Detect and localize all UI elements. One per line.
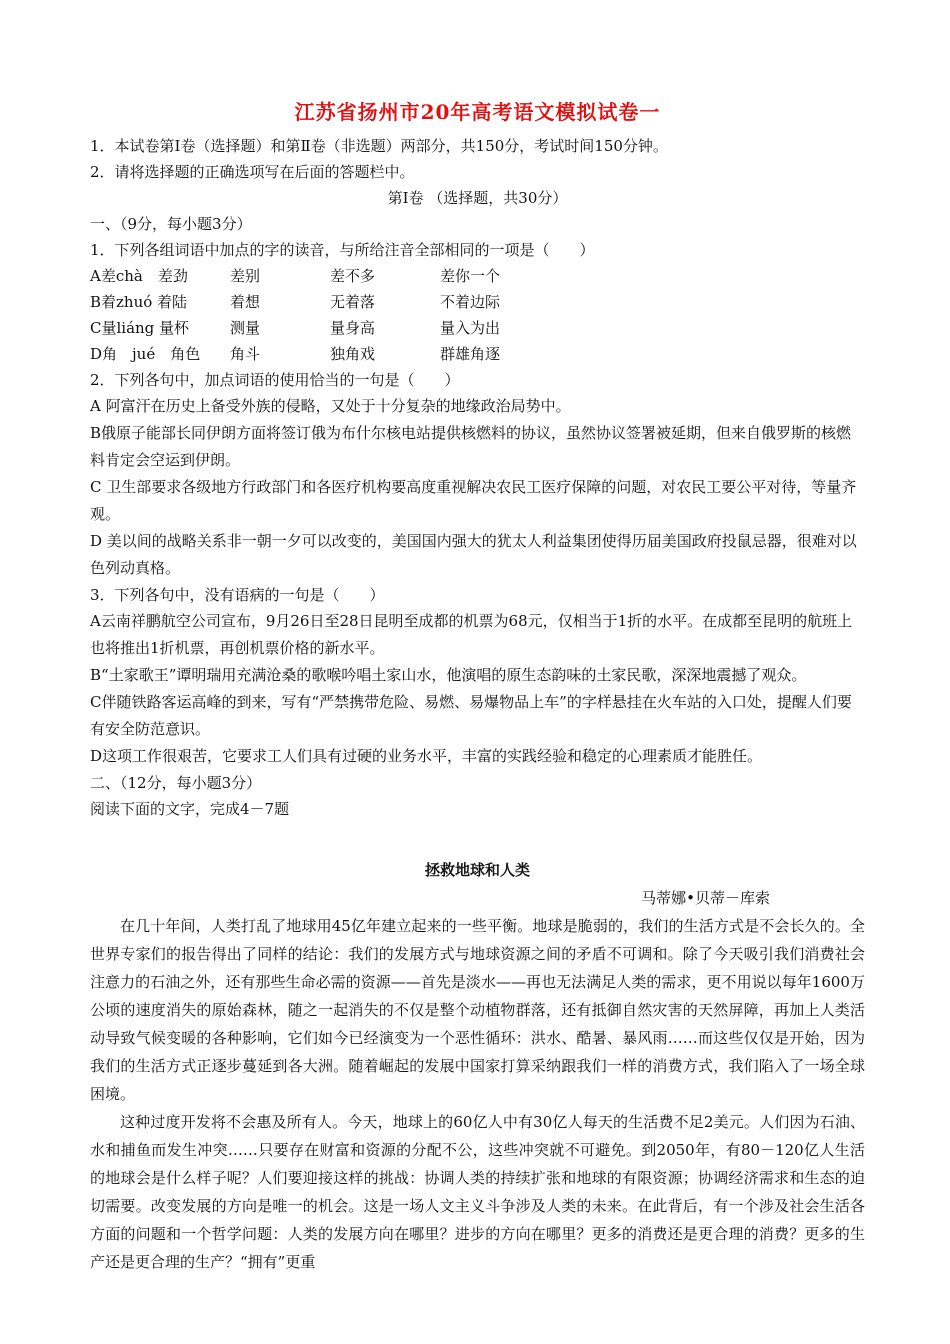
q3-option-a: A云南祥鹏航空公司宣布，9月26日至28日昆明至成都的机票为68元，仅相当于1折的水平。在成都至昆明的航班上也将推出1折机票，再创机票价格的新水平。	[90, 612, 853, 657]
article-paragraph-2: 这种过度开发将不会惠及所有人。今天，地球上的60亿人中有30亿人每天的生活费不足2美元。人们因为石油、水和捕鱼而发生冲突……只要存在财富和资源的分配不公，这些冲突就不可避免。到2050年，有80－120亿人生活的地球会是什么样子呢？人们要迎接这样的挑战：协调人类的持续扩张和地球的有限资源；协调经济需求和生态的迫切需要。改变发展的方向是唯一的机会。这是一场人文主义斗争涉及人类的未来。在此背后，有一个涉及社会生活各方面的问题和一个哲学问题：人类的发展方向在哪里？进步的方向在哪里？更多的消费还是更合理的消费？更多的生产还是更合理的生产？“拥有”更重	[90, 1113, 865, 1271]
q1-option-b: B着zhuó 着陆 着想 无着落 不着边际	[90, 293, 501, 311]
section2-heading: 二、（12分，每小题3分）	[90, 774, 262, 792]
q2-option-c: C 卫生部要求各级地方行政部门和各医疗机构要高度重视解决农民工医疗保障的问题，对农民工要公平对待，等量齐观。	[90, 478, 857, 523]
q3-option-d: D这项工作很艰苦，它要求工人们具有过硬的业务水平，丰富的实践经验和稳定的心理素质才能胜任。	[90, 747, 763, 765]
section2-instruction: 阅读下面的文字，完成4－7题	[90, 800, 290, 818]
q1-option-a: A差chà 差劲 差别 差不多 差你一个	[90, 267, 501, 285]
article-title: 拯救地球和人类	[424, 861, 530, 879]
q2-option-a: A 阿富汗在历史上备受外族的侵略，又处于十分复杂的地缘政治局势中。	[90, 397, 571, 415]
article-author: 马蒂娜•贝蒂－库索	[641, 889, 770, 907]
q2-stem: 2．下列各句中，加点词语的使用恰当的一句是（ ）	[90, 371, 460, 389]
part1-heading: 第Ⅰ卷 （选择题，共30分）	[387, 189, 568, 207]
q3-option-b: B“土家歌王”谭明瑞用充满沧桑的歌喉吟唱土家山水，他演唱的原生态韵味的土家民歌，深深地震撼了观众。	[90, 666, 807, 684]
q1-option-c: C量liáng 量杯 测量 量身高 量入为出	[90, 319, 501, 337]
section1-heading: 一、（9分，每小题3分）	[90, 215, 252, 233]
spacer	[90, 822, 865, 856]
exam-page	[90, 96, 865, 1276]
note-2: 2．请将选择题的正确选项写在后面的答题栏中。	[90, 163, 415, 181]
q3-option-c: C伴随铁路客运高峰的到来，写有“严禁携带危险、易燃、易爆物品上车”的字样悬挂在火车站的入口处，提醒人们要有安全防范意识。	[90, 693, 852, 738]
page-title: 江苏省扬州市20年高考语文模拟试卷一	[294, 100, 661, 124]
q2-option-d: D 美以间的战略关系非一朝一夕可以改变的，美国国内强大的犹太人利益集团使得历届美国政府投鼠忌器，很难对以色列动真格。	[90, 532, 857, 577]
note-1: 1．本试卷第Ⅰ卷（选择题）和第Ⅱ卷（非选题）两部分，共150分，考试时间150分钟。	[90, 137, 668, 155]
q2-option-b: B俄原子能部长同伊朗方面将签订俄为布什尔核电站提供核燃料的协议，虽然协议签署被延期，但来自俄罗斯的核燃料肯定会空运到伊朗。	[90, 424, 852, 469]
q3-stem: 3．下列各句中，没有语病的一句是（ ）	[90, 586, 385, 604]
q1-option-d: D角 jué 角色 角斗 独角戏 群雄角逐	[90, 345, 501, 363]
article-paragraph-1: 在几十年间，人类打乱了地球用45亿年建立起来的一些平衡。地球是脆弱的，我们的生活方式是不会长久的。全世界专家们的报告得出了同样的结论：我们的发展方式与地球资源之间的矛盾不可调和。除了今天吸引我们消费社会注意力的石油之外，还有那些生命必需的资源——首先是淡水——再也无法满足人类的需求，更不用说以每年1600万公顷的速度消失的原始森林，随之一起消失的不仅是整个动植物群落，还有抵御自然灾害的天然屏障，再加上人类活动导致气候变暖的各种影响，它们如今已经演变为一个恶性循环：洪水、酷暑、暴风雨……而这些仅仅是开始，因为我们的生活方式正逐步蔓延到各大洲。随着崛起的发展中国家打算采纳跟我们一样的消费方式，我们陷入了一场全球困境。	[90, 917, 865, 1103]
q1-stem: 1．下列各组词语中加点的字的读音，与所给注音全部相同的一项是（ ）	[90, 241, 595, 259]
